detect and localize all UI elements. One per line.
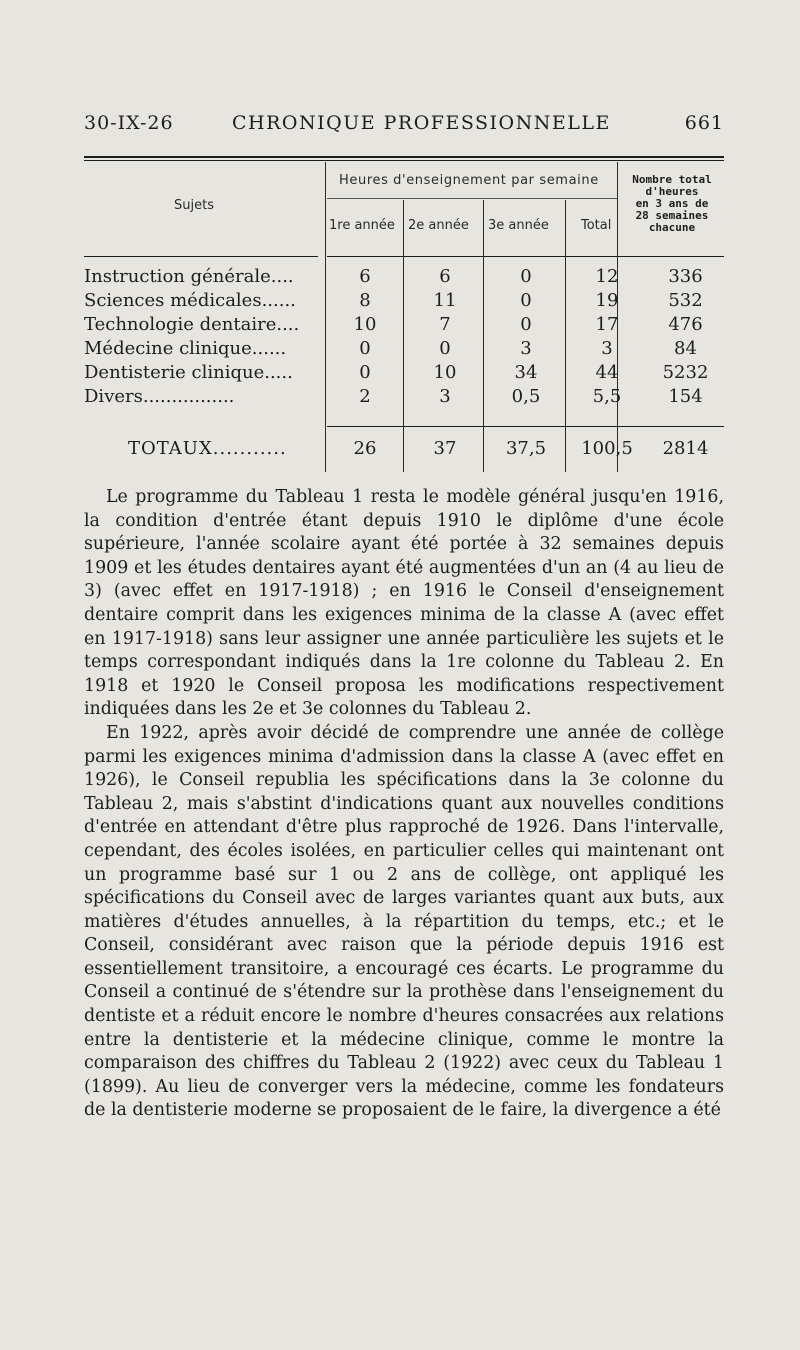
total-header-line: d'heures [645,185,699,198]
row-label: Médecine clinique...... [84,338,287,359]
table-row [84,386,724,410]
table-top-rule-thin [84,160,724,161]
cell-total: 44 [595,362,619,383]
cell-total-hours: 336 [668,266,703,287]
cell-year3: 3 [520,338,532,359]
cell-year1: 8 [359,290,371,311]
cell-total-hours: 532 [668,290,703,311]
row-label: Divers................ [84,386,235,407]
cell-year2: 0 [439,338,451,359]
running-head [84,112,724,138]
total-header-line: 28 semaines [635,209,709,222]
group-header: Heures d'enseignement par semaine [339,173,599,188]
totals-top-rule [327,426,724,427]
row-label: Technologie dentaire.... [84,314,300,335]
cell-year2: 10 [433,362,457,383]
cell-year2: 3 [439,386,451,407]
cell-total-hours: 154 [668,386,703,407]
row-label: Dentisterie clinique..... [84,362,293,383]
cell-year1: 0 [359,338,371,359]
total-year2: 37 [433,438,457,459]
table-top-rule [84,156,724,158]
cell-year2: 11 [433,290,457,311]
cell-total: 3 [601,338,613,359]
page-number: 661 [684,112,724,134]
table-row [84,338,724,362]
total-header-line: Nombre total [632,173,712,186]
cell-total-hours: 5232 [662,362,709,383]
section-title: CHRONIQUE PROFESSIONNELLE [232,112,611,134]
header-bottom-rule-left [84,256,318,257]
cell-total-hours: 476 [668,314,703,335]
cell-year1: 0 [359,362,371,383]
cell-total: 19 [595,290,619,311]
cell-year3: 0 [520,290,532,311]
hours-table [84,156,724,476]
paragraph: Le programme du Tableau 1 resta le modèle général jusqu'en 1916, la condition d'entrée étant depuis 1910 le diplôme d'une école supérieure, l'année scolaire ayant été portée à 32 semaines depuis 1909 et les études dentaires ayant été augmentées d'un an (4 au lieu de 3) (avec effet en 1917-1918) ; en 1916 le Conseil d'enseignement dentaire comprit dans les exigences minima de la classe A (avec effet en 1917-1918) sans leur assigner une année particulière les sujets et le temps correspondant indiqués dans la 1re colonne du Tableau 2. En 1918 et 1920 le Conseil proposa les modifications respectivement indiquées dans les 2e et 3e colonnes du Tableau 2. [84,487,724,720]
totals-label: TOTAUX........... [128,438,287,459]
cell-year3: 0 [520,314,532,335]
totals-row [84,438,724,462]
col-header-year1: 1re année [329,218,395,233]
total-header-line: chacune [648,221,696,234]
paragraph: En 1922, après avoir décidé de comprendre une année de collège parmi les exigences minima d'admission dans la classe A (avec effet en 1926), le Conseil republia les spécifications dans la 3e colonne du Tableau 2, mais s'abstint d'indications quant aux nouvelles conditions d'entrée en attendant d'être plus rapproché de 1926. Dans l'intervalle, cependant, des écoles isolées, en particulier celles qui maintenant ont un programme basé sur 1 ou 2 ans de collège, ont appliqué les spécifications du Conseil avec de larges variantes quant aux buts, aux matières d'études annuelles, à la répartition du temps, etc.; et le Conseil, considérant avec raison que la période depuis 1916 est essentiellement transitoire, a encouragé ces écarts. Le programme du Conseil a continué de s'étendre sur la prothèse dans l'enseignement du dentiste et a réduit encore le nombre d'heures consacrées aux relations entre la dentisterie et la médecine clinique, comme le montre la comparaison des chiffres du Tableau 2 (1922) avec ceux du Tableau 1 (1899). Au lieu de converger vers la médecine, comme les fondateurs de la dentisterie moderne se proposaient de le faire, la divergence a été [84,722,724,1121]
cell-total: 17 [595,314,619,335]
header-group-rule [327,198,617,199]
cell-year3: 34 [514,362,538,383]
table-row [84,314,724,338]
body-text [84,486,724,1123]
cell-year3: 0 [520,266,532,287]
issue-date: 30-IX-26 [84,112,174,134]
cell-total: 5,5 [592,386,622,407]
cell-year1: 2 [359,386,371,407]
col-header-year3: 3e année [488,218,549,233]
total-year1: 26 [353,438,377,459]
cell-year3: 0,5 [511,386,541,407]
total-year3: 37,5 [505,438,547,459]
row-label: Instruction générale.... [84,266,294,287]
cell-year2: 7 [439,314,451,335]
table-row [84,290,724,314]
cell-total-hours: 84 [674,338,697,359]
subjects-header: Sujets [174,198,214,213]
table-row [84,362,724,386]
header-bottom-rule-right [327,256,724,257]
cell-total: 12 [595,266,619,287]
table-row [84,266,724,290]
cell-year1: 6 [359,266,371,287]
total-hours-header [617,174,727,234]
col-header-year2: 2e année [408,218,469,233]
total-header-line: en 3 ans de [635,197,709,210]
col-header-total: Total [581,218,612,233]
row-label: Sciences médicales...... [84,290,296,311]
total-total-hours: 2814 [662,438,709,459]
cell-year2: 6 [439,266,451,287]
total-total: 100,5 [581,438,633,459]
cell-year1: 10 [353,314,377,335]
